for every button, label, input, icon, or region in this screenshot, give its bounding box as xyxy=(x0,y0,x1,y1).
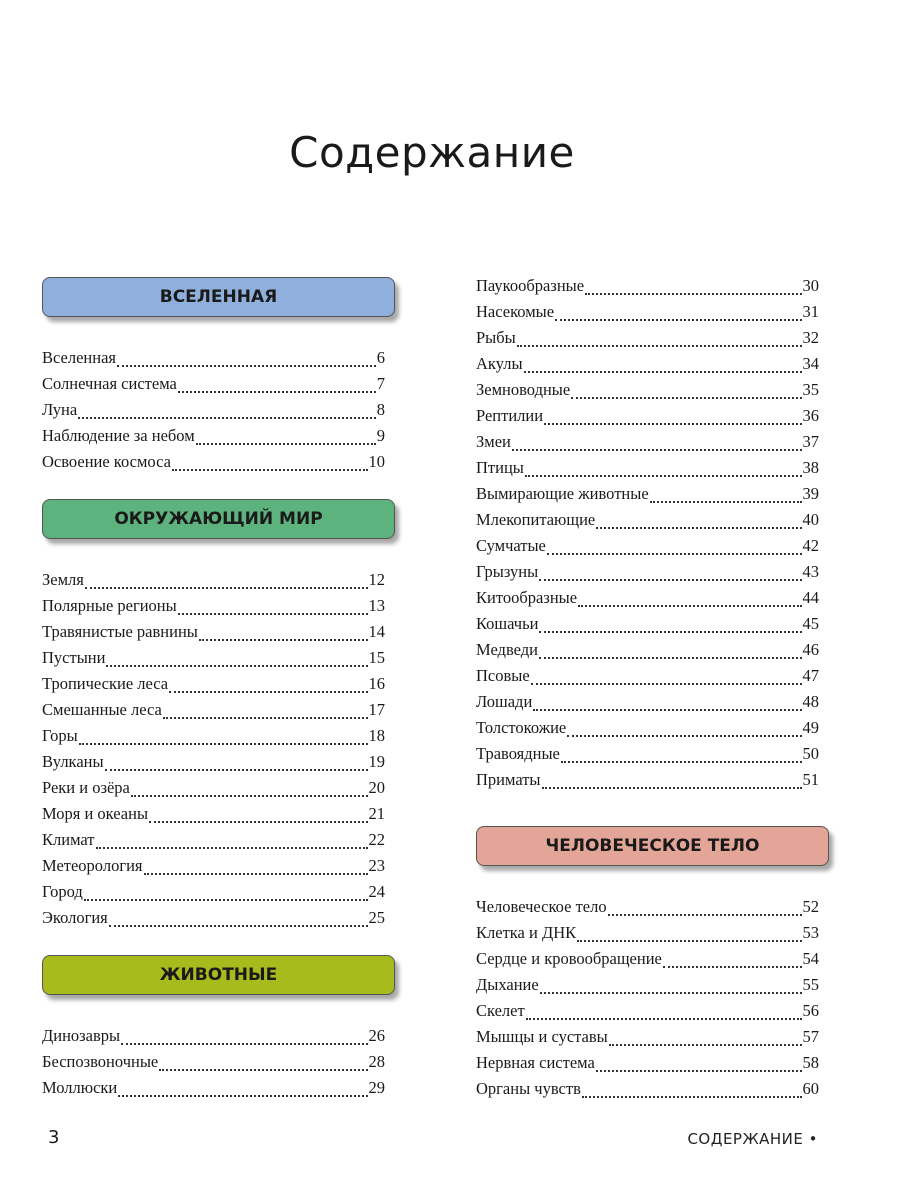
dot-leader xyxy=(533,708,801,711)
toc-left-column xyxy=(42,277,385,1101)
toc-entry[interactable] xyxy=(42,749,385,775)
dot-leader xyxy=(582,1095,802,1098)
toc-entry-page: 24 xyxy=(368,882,385,901)
toc-entry-title: Паукообразные xyxy=(476,276,585,295)
toc-entry-title: Клетка и ДНК xyxy=(476,923,577,942)
toc-entry-page: 17 xyxy=(368,700,385,719)
toc-entry[interactable] xyxy=(42,879,385,905)
toc-entry[interactable] xyxy=(42,593,385,619)
toc-entry-page: 31 xyxy=(802,302,819,321)
toc-entry-page: 48 xyxy=(802,692,819,711)
toc-entry-title: Вселенная xyxy=(42,348,116,367)
toc-entry[interactable] xyxy=(42,397,385,423)
dot-leader xyxy=(512,448,802,451)
toc-entry-title: Рыбы xyxy=(476,328,516,347)
dot-leader xyxy=(547,552,802,555)
toc-entry[interactable] xyxy=(476,1024,819,1050)
dot-leader xyxy=(542,786,802,789)
toc-entry-page: 30 xyxy=(802,276,819,295)
toc-entry[interactable] xyxy=(42,905,385,931)
toc-entry-page: 22 xyxy=(368,830,385,849)
toc-entry-title: Сердце и кровообращение xyxy=(476,949,662,968)
dot-leader xyxy=(149,820,367,823)
dot-leader xyxy=(172,468,368,471)
toc-entry-page: 23 xyxy=(368,856,385,875)
dot-leader xyxy=(199,638,368,641)
toc-entry-page: 39 xyxy=(802,484,819,503)
toc-entry[interactable] xyxy=(42,345,385,371)
toc-entry-page: 55 xyxy=(802,975,819,994)
dot-leader xyxy=(144,872,368,875)
toc-entry-title: Травянистые равнины xyxy=(42,622,198,641)
dot-leader xyxy=(517,344,802,347)
toc-entry-title: Рептилии xyxy=(476,406,544,425)
toc-entry-page: 19 xyxy=(368,752,385,771)
dot-leader xyxy=(540,991,802,994)
toc-entry[interactable] xyxy=(42,775,385,801)
toc-entry[interactable] xyxy=(42,423,385,449)
toc-entry-title: Наблюдение за небом xyxy=(42,426,195,445)
dot-leader xyxy=(178,612,368,615)
toc-entry[interactable] xyxy=(476,637,819,663)
toc-entry-page: 40 xyxy=(802,510,819,529)
toc-entry-page: 53 xyxy=(802,923,819,942)
dot-leader xyxy=(539,578,801,581)
toc-entry-page: 57 xyxy=(802,1027,819,1046)
toc-list-universe xyxy=(42,345,385,475)
toc-entry-page: 14 xyxy=(368,622,385,641)
toc-entry[interactable] xyxy=(42,827,385,853)
toc-entry[interactable] xyxy=(42,697,385,723)
dot-leader xyxy=(531,682,802,685)
toc-entry-page: 58 xyxy=(802,1053,819,1072)
dot-leader xyxy=(117,364,376,367)
toc-entry[interactable] xyxy=(476,767,819,793)
dot-leader xyxy=(163,716,368,719)
dot-leader xyxy=(78,416,376,419)
toc-entry-page: 37 xyxy=(802,432,819,451)
toc-entry[interactable] xyxy=(42,671,385,697)
dot-leader xyxy=(596,526,801,529)
toc-entry[interactable] xyxy=(476,715,819,741)
toc-entry[interactable] xyxy=(476,585,819,611)
toc-entry-title: Земноводные xyxy=(476,380,571,399)
toc-entry-title: Дыхание xyxy=(476,975,539,994)
toc-right-column xyxy=(476,273,819,1102)
toc-entry-page: 35 xyxy=(802,380,819,399)
toc-entry[interactable] xyxy=(42,371,385,397)
dot-leader xyxy=(524,370,802,373)
toc-entry-title: Тропические леса xyxy=(42,674,169,693)
toc-entry-title: Человеческое тело xyxy=(476,897,607,916)
toc-entry-page: 46 xyxy=(802,640,819,659)
running-head: СОДЕРЖАНИЕ • xyxy=(687,1130,818,1148)
dot-leader xyxy=(567,734,801,737)
dot-leader xyxy=(84,898,368,901)
section-header-universe: ВСЕЛЕННАЯ xyxy=(42,277,395,317)
toc-entry-page: 44 xyxy=(802,588,819,607)
toc-entry-page: 13 xyxy=(368,596,385,615)
dot-leader xyxy=(131,794,368,797)
dot-leader xyxy=(577,939,801,942)
toc-entry-title: Полярные регионы xyxy=(42,596,177,615)
toc-entry-title: Смешанные леса xyxy=(42,700,162,719)
toc-entry-title: Освоение космоса xyxy=(42,452,171,471)
toc-entry-page: 10 xyxy=(368,452,385,471)
toc-entry-title: Толстокожие xyxy=(476,718,567,737)
toc-entry[interactable] xyxy=(476,507,819,533)
toc-entry-page: 45 xyxy=(802,614,819,633)
toc-entry-page: 28 xyxy=(368,1052,385,1071)
toc-list-animals xyxy=(42,1023,385,1101)
toc-entry-page: 60 xyxy=(802,1079,819,1098)
section-header-world: ОКРУЖАЮЩИЙ МИР xyxy=(42,499,395,539)
toc-entry[interactable] xyxy=(42,645,385,671)
toc-entry[interactable] xyxy=(42,853,385,879)
toc-list-human xyxy=(476,894,819,1102)
toc-entry-title: Змеи xyxy=(476,432,511,451)
toc-entry-title: Акулы xyxy=(476,354,523,373)
dot-leader xyxy=(525,474,802,477)
toc-entry-page: 42 xyxy=(802,536,819,555)
toc-entry-title: Реки и озёра xyxy=(42,778,130,797)
toc-entry-title: Травоядные xyxy=(476,744,560,763)
dot-leader xyxy=(609,1043,802,1046)
toc-entry-page: 16 xyxy=(368,674,385,693)
dot-leader xyxy=(105,768,368,771)
toc-entry[interactable] xyxy=(476,325,819,351)
toc-entry[interactable] xyxy=(42,723,385,749)
toc-entry[interactable] xyxy=(42,1075,385,1101)
toc-entry-title: Горы xyxy=(42,726,78,745)
toc-entry-title: Птицы xyxy=(476,458,524,477)
toc-entry-page: 38 xyxy=(802,458,819,477)
dot-leader xyxy=(650,500,802,503)
toc-entry-page: 54 xyxy=(802,949,819,968)
section-header-human: ЧЕЛОВЕЧЕСКОЕ ТЕЛО xyxy=(476,826,829,866)
toc-entry-title: Мышцы и суставы xyxy=(476,1027,608,1046)
toc-entry-title: Моллюски xyxy=(42,1078,118,1097)
toc-entry[interactable] xyxy=(476,455,819,481)
page-number: 3 xyxy=(48,1127,60,1148)
toc-entry-page: 18 xyxy=(368,726,385,745)
toc-entry[interactable] xyxy=(42,567,385,593)
dot-leader xyxy=(159,1068,367,1071)
toc-entry-title: Нервная система xyxy=(476,1053,595,1072)
toc-entry[interactable] xyxy=(476,1076,819,1102)
toc-entry[interactable] xyxy=(42,1023,385,1049)
toc-entry-page: 52 xyxy=(802,897,819,916)
dot-leader xyxy=(121,1042,367,1045)
toc-entry[interactable] xyxy=(476,1050,819,1076)
toc-entry-page: 8 xyxy=(376,400,385,419)
page-title: Содержание xyxy=(289,128,575,177)
toc-entry-page: 7 xyxy=(376,374,385,393)
dot-leader xyxy=(608,913,802,916)
toc-entry-title: Метеорология xyxy=(42,856,143,875)
toc-entry-page: 49 xyxy=(802,718,819,737)
toc-entry-title: Млекопитающие xyxy=(476,510,596,529)
dot-leader xyxy=(109,924,368,927)
toc-entry[interactable] xyxy=(476,741,819,767)
toc-entry-title: Город xyxy=(42,882,83,901)
dot-leader xyxy=(79,742,368,745)
toc-entry-title: Луна xyxy=(42,400,78,419)
dot-leader xyxy=(663,965,802,968)
toc-entry[interactable] xyxy=(42,449,385,475)
toc-entry-page: 36 xyxy=(802,406,819,425)
dot-leader xyxy=(106,664,367,667)
toc-entry[interactable] xyxy=(476,689,819,715)
dot-leader xyxy=(539,630,801,633)
toc-entry[interactable] xyxy=(476,946,819,972)
toc-entry-page: 21 xyxy=(368,804,385,823)
toc-entry-page: 26 xyxy=(368,1026,385,1045)
dot-leader xyxy=(561,760,802,763)
toc-entry-page: 43 xyxy=(802,562,819,581)
toc-entry-title: Скелет xyxy=(476,1001,525,1020)
toc-entry-title: Вулканы xyxy=(42,752,104,771)
toc-entry[interactable] xyxy=(476,429,819,455)
toc-list-animals-continued xyxy=(476,273,819,793)
toc-entry-page: 25 xyxy=(368,908,385,927)
dot-leader xyxy=(596,1069,802,1072)
toc-entry-page: 12 xyxy=(368,570,385,589)
toc-entry-title: Кошачьи xyxy=(476,614,539,633)
toc-list-world xyxy=(42,567,385,931)
dot-leader xyxy=(578,604,801,607)
toc-entry[interactable] xyxy=(476,920,819,946)
toc-entry-title: Приматы xyxy=(476,770,541,789)
toc-entry[interactable] xyxy=(476,998,819,1024)
toc-entry[interactable] xyxy=(476,611,819,637)
toc-entry-page: 9 xyxy=(376,426,385,445)
toc-entry-title: Моря и океаны xyxy=(42,804,149,823)
section-header-animals: ЖИВОТНЫЕ xyxy=(42,955,395,995)
dot-leader xyxy=(555,318,801,321)
dot-leader xyxy=(96,846,368,849)
toc-entry-page: 50 xyxy=(802,744,819,763)
toc-entry-title: Климат xyxy=(42,830,95,849)
toc-entry-title: Экология xyxy=(42,908,108,927)
toc-entry-title: Грызуны xyxy=(476,562,539,581)
toc-entry-title: Земля xyxy=(42,570,84,589)
toc-entry[interactable] xyxy=(476,403,819,429)
toc-entry[interactable] xyxy=(476,533,819,559)
dot-leader xyxy=(196,442,376,445)
toc-entry-title: Вымирающие животные xyxy=(476,484,649,503)
toc-entry-page: 34 xyxy=(802,354,819,373)
toc-entry-title: Насекомые xyxy=(476,302,555,321)
dot-leader xyxy=(539,656,802,659)
dot-leader xyxy=(85,586,368,589)
toc-entry-page: 15 xyxy=(368,648,385,667)
toc-entry[interactable] xyxy=(476,559,819,585)
dot-leader xyxy=(526,1017,802,1020)
toc-entry-title: Псовые xyxy=(476,666,530,685)
toc-entry[interactable] xyxy=(42,619,385,645)
toc-entry[interactable] xyxy=(476,299,819,325)
toc-entry[interactable] xyxy=(476,351,819,377)
toc-entry[interactable] xyxy=(476,273,819,299)
dot-leader xyxy=(118,1094,367,1097)
toc-entry-title: Лошади xyxy=(476,692,533,711)
toc-entry-page: 29 xyxy=(368,1078,385,1097)
toc-entry-page: 32 xyxy=(802,328,819,347)
toc-entry-title: Органы чувств xyxy=(476,1079,581,1098)
dot-leader xyxy=(585,292,801,295)
dot-leader xyxy=(178,390,376,393)
toc-entry-page: 51 xyxy=(802,770,819,789)
toc-entry-page: 47 xyxy=(802,666,819,685)
toc-entry-title: Сумчатые xyxy=(476,536,546,555)
dot-leader xyxy=(571,396,801,399)
toc-entry-title: Медведи xyxy=(476,640,538,659)
toc-entry-page: 56 xyxy=(802,1001,819,1020)
toc-entry[interactable] xyxy=(476,481,819,507)
toc-entry[interactable] xyxy=(42,1049,385,1075)
toc-entry-page: 6 xyxy=(376,348,385,367)
dot-leader xyxy=(544,422,801,425)
toc-entry[interactable] xyxy=(476,972,819,998)
toc-entry[interactable] xyxy=(42,801,385,827)
toc-entry[interactable] xyxy=(476,894,819,920)
toc-entry[interactable] xyxy=(476,663,819,689)
toc-entry-title: Динозавры xyxy=(42,1026,121,1045)
dot-leader xyxy=(169,690,367,693)
toc-entry-title: Солнечная система xyxy=(42,374,177,393)
toc-entry-title: Беспозвоночные xyxy=(42,1052,159,1071)
toc-entry-page: 20 xyxy=(368,778,385,797)
toc-entry[interactable] xyxy=(476,377,819,403)
toc-entry-title: Пустыни xyxy=(42,648,106,667)
toc-entry-title: Китообразные xyxy=(476,588,578,607)
